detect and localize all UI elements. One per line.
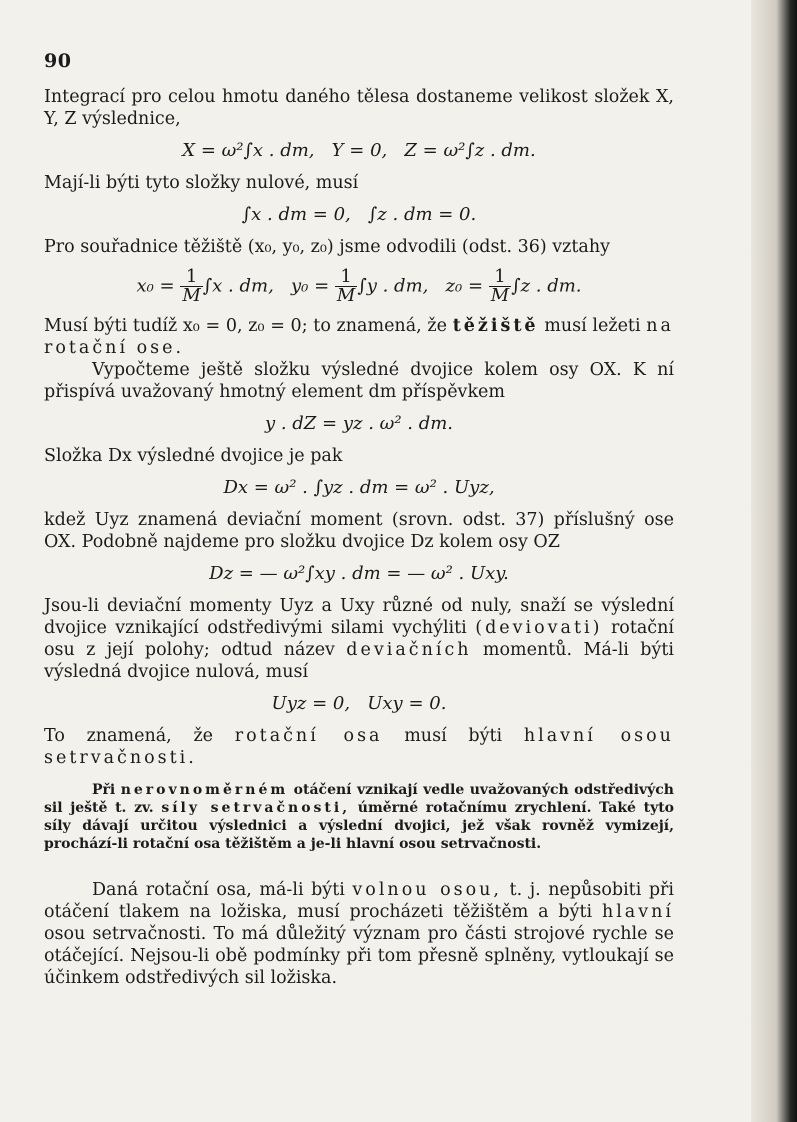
- eq3-z0-lhs: z₀ =: [428, 275, 489, 297]
- paragraph-1: Integrací pro celou hmotu daného tělesa dostaneme velikost složek X, Y, Z výslednice,: [44, 87, 674, 129]
- paragraph-7: kdež Uyz znamená deviační moment (srovn. odst. 37) příslušný ose OX. Podobně najdeme pro složku dvojice Dz kolem osy OZ: [44, 510, 674, 552]
- equation-3: [44, 268, 674, 305]
- eq3-y0-lhs: y₀ =: [273, 275, 335, 297]
- emph-volnou-osou: volnou osou,: [352, 880, 502, 900]
- page-edge-shadow: [751, 0, 797, 1122]
- book-page: [44, 50, 674, 989]
- paragraph-9: To znamená, že rotační osa musí býti hlavní osou setrvačnosti.: [44, 726, 674, 768]
- eq3-y0-rhs: ∫y . dm,: [357, 275, 429, 297]
- emph-deviovati: (deviovati): [475, 618, 603, 638]
- emph-hlavni: hlavní: [601, 902, 674, 922]
- eq3-x0-lhs: x₀ =: [136, 275, 181, 297]
- emph-sily-setrvacnosti: síly setrvačnosti,: [161, 800, 351, 816]
- equation-1: X = ω²∫x . dm, Y = 0, Z = ω²∫z . dm.: [182, 140, 536, 161]
- fraction-3: $\frac{1}{M}$: [490, 266, 510, 306]
- paragraph-3: Pro souřadnice těžiště (x₀, y₀, z₀) jsme odvodili (odst. 36) vztahy: [44, 237, 610, 257]
- paragraph-5: Vypočteme ještě složku výsledné dvojice kolem osy OX. K ní přispívá uvažovaný hmotný element dm příspěvkem: [44, 360, 674, 402]
- equation-2: ∫x . dm = 0, ∫z . dm = 0.: [241, 204, 477, 225]
- fraction-2: $\frac{1}{M}$: [336, 266, 356, 306]
- paragraph-10: Daná rotační osa, má-li býti volnou osou, t. j. nepůsobiti při otáčení tlakem na ložiska, musí procházeti těžištěm a býti hlavní osou setrvačnosti. To má důležitý význam pro části strojové rychle se otáčející. Nejsou-li obě podmínky při tom přesně splněny, vytloukají se účinkem odstředivých sil ložiska.: [44, 880, 675, 988]
- equation-4: y . dZ = yz . ω² . dm.: [264, 413, 454, 434]
- emph-hlavni-osou: hlavní osou setrvačnosti.: [44, 726, 674, 768]
- eq3-x0-rhs: ∫x . dm,: [202, 275, 274, 297]
- emph-rotacni-osa: rotační osa: [234, 726, 383, 746]
- emph-rotacni-ose: na rotační ose.: [44, 316, 674, 358]
- paragraph-8: Jsou-li deviační momenty Uyz a Uxy různé od nuly, snaží se výslední dvojice vznikající odstředivými silami vychýliti (deviovati) rotační osu z její polohy; odtud název deviačních momentů. Má-li býti výsledná dvojice nulová, musí: [44, 596, 674, 682]
- footnote-paragraph: Při nerovnoměrném otáčení vznikají vedle uvažovaných odstředivých sil ještě t. zv. síly setrvačnosti, úměrné rotačnímu zrychlení. Také tyto síly dávají určitou výslednici a výslední dvojici, jež však rovněž vymizejí, prochází-li rotační osa těžištěm a je-li hlavní osou setrvačnosti.: [44, 782, 675, 852]
- emph-deviacnich: deviačních: [346, 640, 472, 660]
- equation-5: Dx = ω² . ∫yz . dm = ω² . Uyz,: [223, 477, 495, 498]
- eq3-z0-rhs: ∫z . dm.: [511, 275, 582, 297]
- equation-6: Dz = — ω²∫xy . dm = — ω² . Uxy.: [209, 563, 509, 584]
- emph-nerovnomernem: nerovnoměrném: [120, 782, 289, 798]
- equation-7: Uyz = 0, Uxy = 0.: [271, 693, 447, 714]
- emph-teziste: těžiště: [452, 316, 539, 336]
- paragraph-6: Složka Dx výsledné dvojice je pak: [44, 446, 343, 466]
- paragraph-2: Mají-li býti tyto složky nulové, musí: [44, 173, 359, 193]
- page-number: 90: [44, 50, 72, 72]
- paragraph-4: Musí býti tudíž x₀ = 0, z₀ = 0; to znamená, že těžiště musí ležeti na rotační ose.: [44, 316, 674, 358]
- fraction-1: $\frac{1}{M}$: [182, 266, 201, 306]
